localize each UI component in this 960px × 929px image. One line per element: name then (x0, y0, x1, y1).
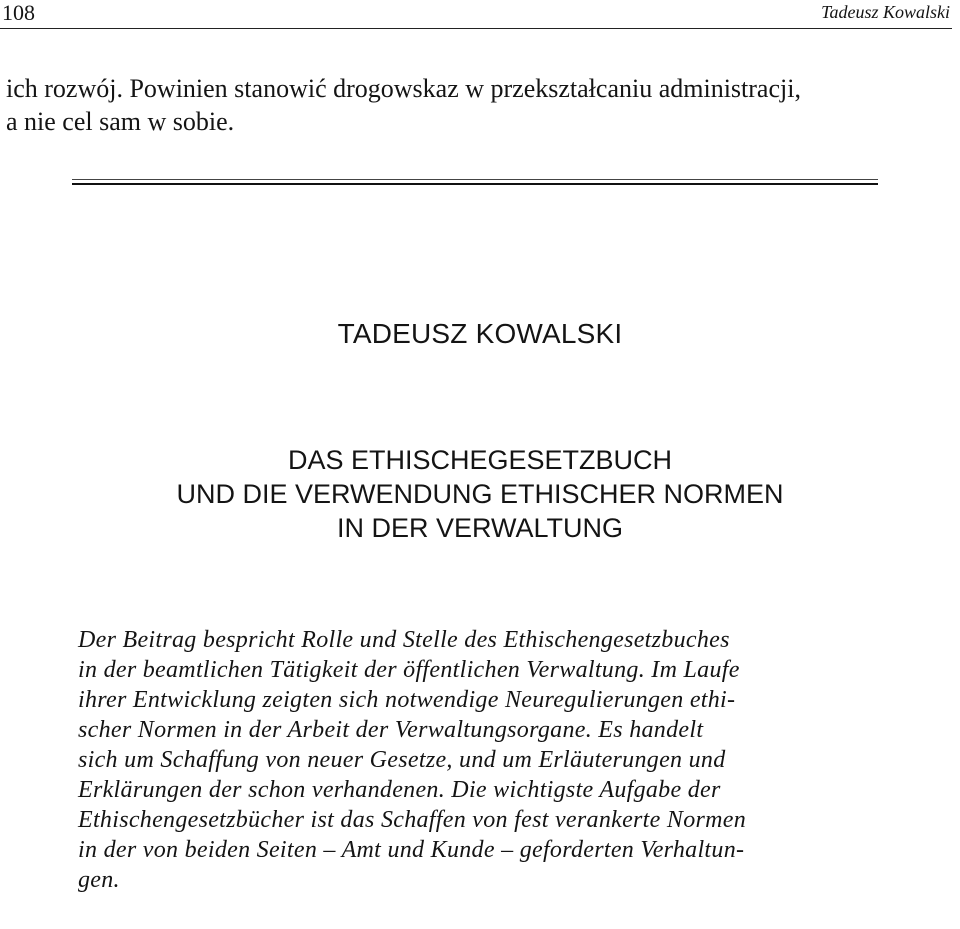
abstract-line: in der von beiden Seiten – Amt und Kunde – geforderten Verhaltun- (78, 837, 745, 863)
abstract-line: sich um Schaffung von neuer Gesetze, und um Erläuterungen und (78, 747, 726, 773)
continuation-line: ich rozwój. Powinien stanowić drogowskaz w przekształcaniu administracji, (6, 74, 801, 103)
article-author: TADEUSZ KOWALSKI (337, 318, 623, 349)
page-number: 108 (2, 0, 35, 25)
section-divider-thick (72, 183, 878, 185)
abstract-line: Ethischengesetzbücher ist das Schaffen von fest verankerte Normen (78, 807, 747, 833)
continuation-paragraph (6, 72, 950, 138)
abstract (78, 625, 878, 895)
running-author: Tadeusz Kowalski (821, 2, 950, 22)
section-divider-thin (72, 179, 878, 180)
abstract-line: Der Beitrag bespricht Rolle und Stelle des Ethischengesetzbuches (78, 627, 730, 653)
abstract-line: in der beamtlichen Tätigkeit der öffentlichen Verwaltung. Im Laufe (78, 657, 740, 683)
abstract-line: ihrer Entwicklung zeigten sich notwendige Neuregulierungen ethi- (78, 687, 736, 713)
title-line: UND DIE VERWENDUNG ETHISCHER NORMEN (176, 479, 784, 509)
title-line: DAS ETHISCHEGESETZBUCH (287, 445, 673, 475)
abstract-line: scher Normen in der Arbeit der Verwaltungsorgane. Es handelt (78, 717, 704, 743)
abstract-line: gen. (78, 867, 120, 893)
continuation-line: a nie cel sam w sobie. (6, 107, 235, 136)
title-line: IN DER VERWALTUNG (336, 513, 624, 543)
article-title (0, 443, 960, 545)
abstract-line: Erklärungen der schon verhandenen. Die wichtigste Aufgabe der (78, 777, 721, 803)
running-head (0, 0, 952, 29)
